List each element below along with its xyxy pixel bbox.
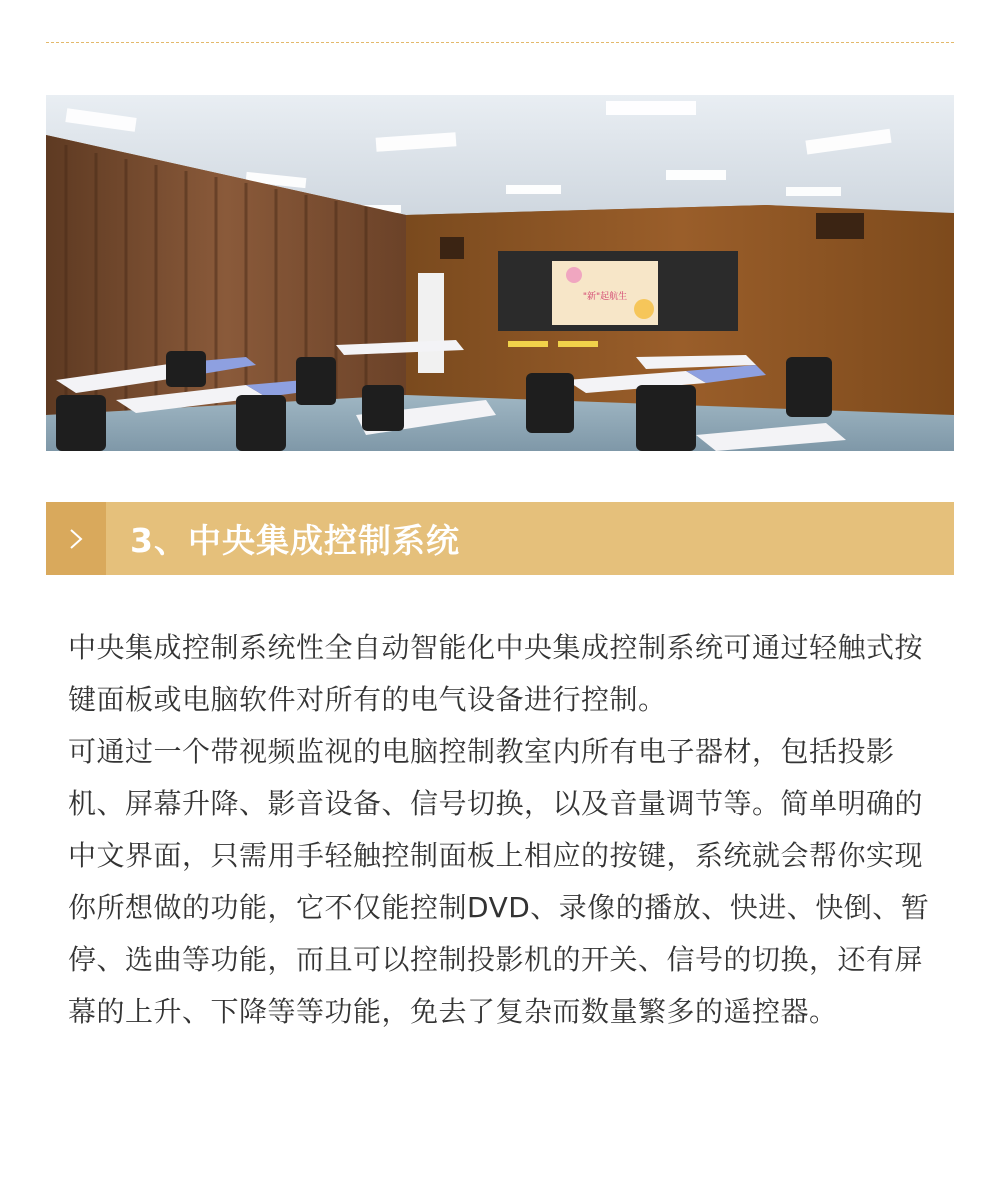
chevron-right-icon (69, 528, 83, 550)
article-body (68, 622, 938, 1038)
section-header (46, 502, 954, 575)
paragraph: 可通过一个带视频监视的电脑控制教室内所有电子器材，包括投影机、屏幕升降、影音设备、信号切换，以及音量调节等。简单明确的中文界面，只需用手轻触控制面板上相应的按键，系统就会帮你实现你所想做的功能，它不仅能控制DVD、录像的播放、快进、快倒、暂停、选曲等功能，而且可以控制投影机的开关、信号的切换，还有屏幕的上升、下降等等功能，免去了复杂而数量繁多的遥控器。 (68, 735, 930, 1028)
classroom-photo (46, 95, 954, 451)
section-title: 3、中央集成控制系统 (130, 521, 460, 560)
paragraph: 中央集成控制系统性全自动智能化中央集成控制系统可通过轻触式按键面板或电脑软件对所有的电气设备进行控制。 (68, 631, 924, 716)
section-icon-box (46, 502, 106, 575)
dashed-divider (46, 42, 954, 43)
screen-caption: "新"起航生 (582, 292, 628, 302)
